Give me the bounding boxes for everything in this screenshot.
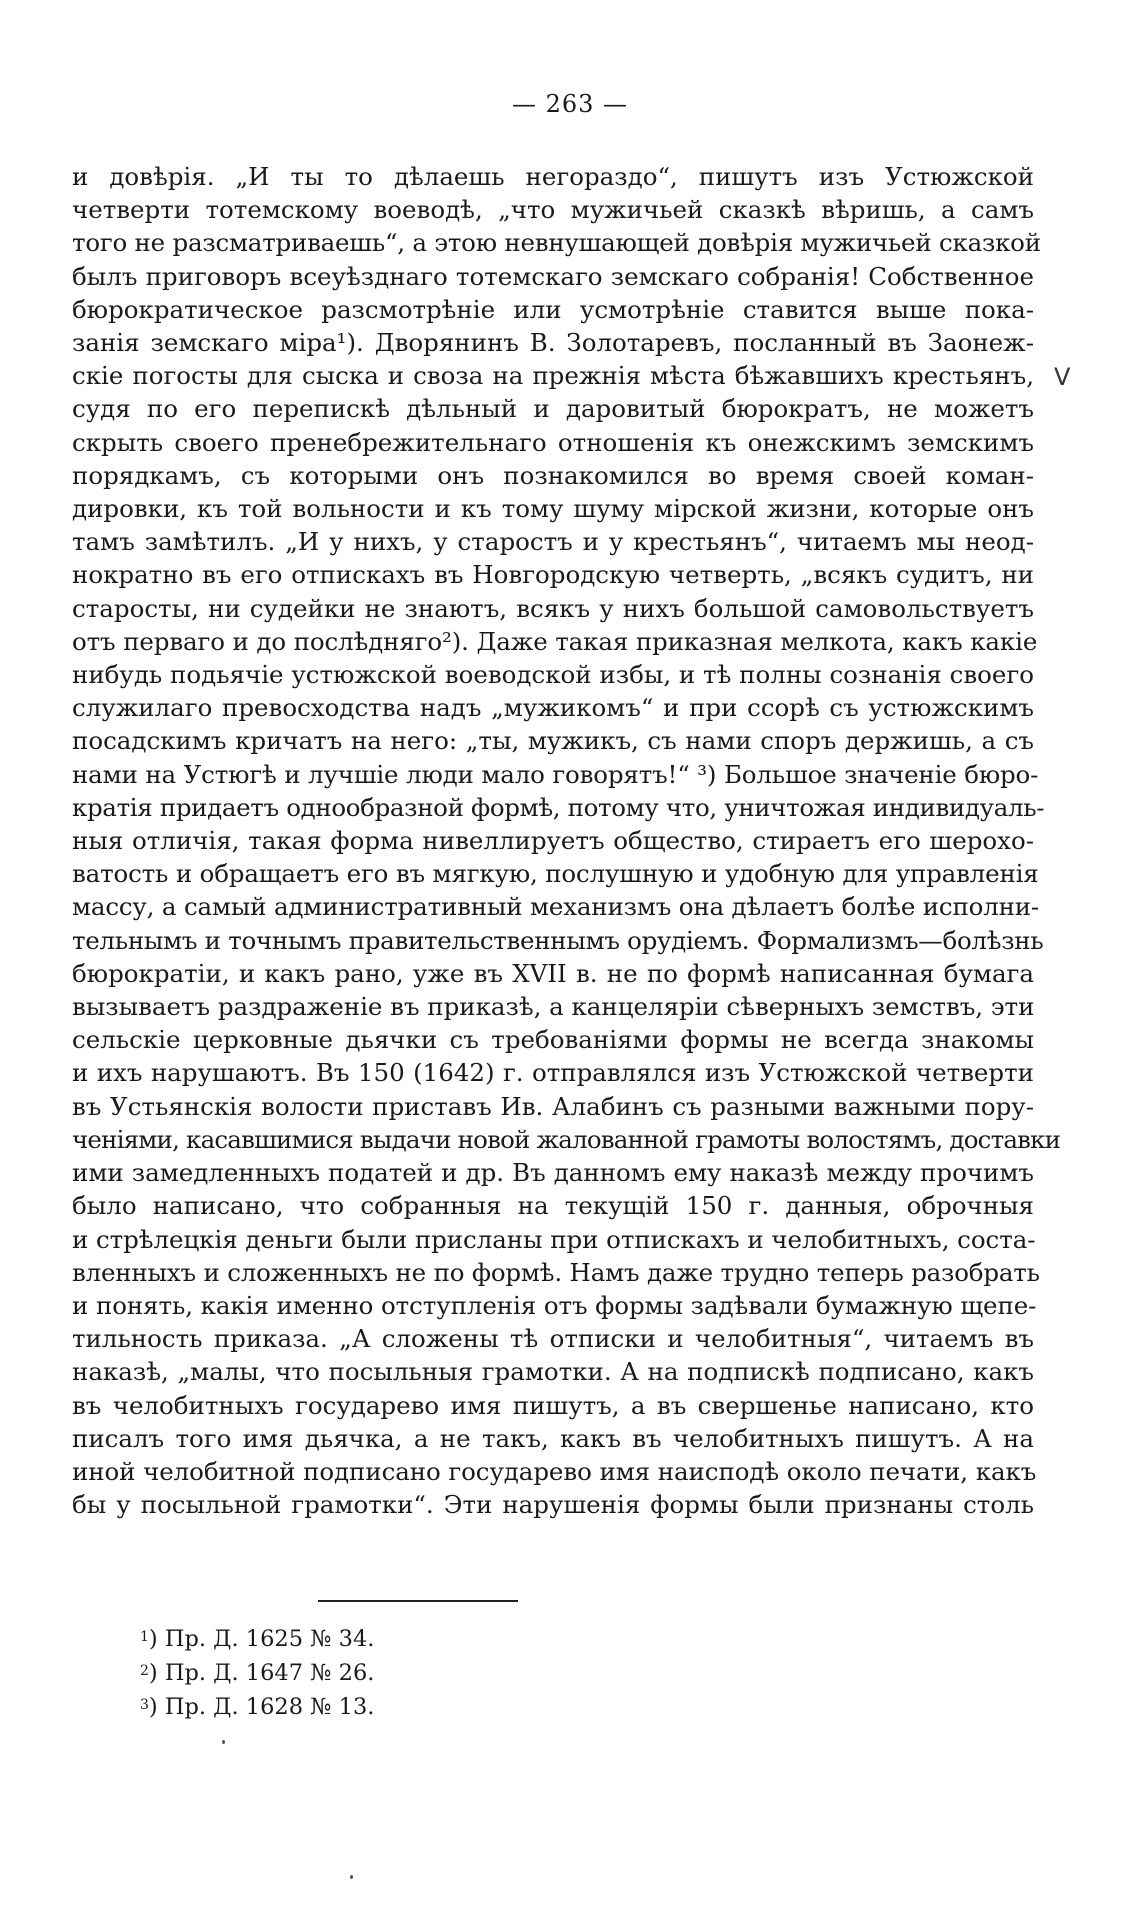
text-line: тильность приказа. „А сложены тѣ отписки и челобитныя“, читаемъ въ bbox=[72, 1324, 1034, 1354]
text-line: четверти тотемскому воеводѣ, „что мужичьей сказкѣ вѣришь, а самъ bbox=[72, 195, 1034, 225]
text-line: скрыть своего пренебрежительнаго отношенія къ онежскимъ земскимъ bbox=[72, 427, 1034, 457]
paper-speck bbox=[222, 1740, 225, 1744]
text-line: порядкамъ, съ которыми онъ познакомился во время своей коман- bbox=[72, 460, 1034, 490]
text-line: массу, а самый административный механизмъ она дѣлаетъ болѣе исполни- bbox=[72, 892, 1040, 922]
text-line: ими замедленныхъ податей и др. Въ данномъ ему наказѣ между прочимъ bbox=[72, 1158, 1034, 1188]
text-line: тельнымъ и точнымъ правительственнымъ орудіемъ. Формализмъ—болѣзнь bbox=[72, 925, 1044, 955]
footnote bbox=[140, 1622, 640, 1656]
text-line: и довѣрія. „И ты то дѣлаешь негораздо“, пишутъ изъ Устюжской bbox=[72, 162, 1034, 191]
text-line: нами на Устюгѣ и лучшіе люди мало говорятъ!“ ³) Большое значеніе бюро- bbox=[72, 759, 1039, 789]
text-line: ченіями, касавшимися выдачи новой жалованной грамоты волостямъ, доставки bbox=[72, 1124, 1061, 1154]
footnote-rule bbox=[318, 1600, 518, 1602]
text-line: занія земскаго міра¹). Дворянинъ В. Золотаревъ, посланный въ Заонеж- bbox=[72, 328, 1034, 358]
text-line: въ челобитныхъ государево имя пишутъ, а въ свершенье написано, кто bbox=[72, 1390, 1034, 1420]
text-line: сельскіе церковные дьячки съ требованіями формы не всегда знакомы bbox=[72, 1025, 1034, 1055]
footnote bbox=[140, 1656, 640, 1690]
text-line: отъ перваго и до послѣдняго²). Даже такая приказная мелкота, какъ какіе bbox=[72, 626, 1038, 656]
footnote-text: ) Пр. Д. 1625 № 34. bbox=[148, 1626, 375, 1652]
text-line: судя по его перепискѣ дѣльный и даровитый бюрократъ, не можетъ bbox=[72, 394, 1034, 424]
text-line: нибудь подьячіе устюжской воеводской избы, и тѣ полны сознанія своего bbox=[72, 660, 1034, 690]
text-line: наказѣ, „малы, что посыльныя грамотки. А на подпискѣ подписано, какъ bbox=[72, 1357, 1034, 1387]
footnotes bbox=[140, 1622, 640, 1724]
footnote-mark: 1 bbox=[140, 1629, 149, 1645]
text-line: бы у посыльной грамотки“. Эти нарушенія формы были признаны столь bbox=[72, 1490, 1034, 1520]
text-line: тамъ замѣтилъ. „И у нихъ, у старостъ и у крестьянъ“, читаемъ мы неод- bbox=[72, 527, 1034, 557]
text-line: бюрократическое разсмотрѣніе или усмотрѣніе ставится выше пока- bbox=[72, 294, 1034, 324]
body-text bbox=[72, 160, 1061, 1521]
footnote-text: ) Пр. Д. 1647 № 26. bbox=[148, 1660, 375, 1686]
text-line: писалъ того имя дьячка, а не такъ, какъ въ челобитныхъ пишутъ. А на bbox=[72, 1423, 1034, 1453]
page-number: — 263 — bbox=[511, 90, 629, 118]
text-line: въ Устьянскія волости приставъ Ив. Алабинъ съ разными важными пору- bbox=[72, 1091, 1034, 1121]
paper-speck bbox=[350, 1875, 353, 1879]
text-line: вленныхъ и сложенныхъ не по формѣ. Намъ даже трудно теперь разобрать bbox=[72, 1257, 1040, 1287]
footnote-mark: 2 bbox=[140, 1663, 149, 1679]
text-line: и понять, какія именно отступленія отъ формы задѣвали бумажную щепе- bbox=[72, 1290, 1037, 1320]
text-line: дировки, къ той вольности и къ тому шуму мірской жизни, которые онъ bbox=[72, 494, 1034, 524]
text-line: посадскимъ кричатъ на него: „ты, мужикъ, съ нами споръ держишь, а съ bbox=[72, 726, 1034, 756]
text-line: кратія придаетъ однообразной формѣ, потому что, уничтожая индивидуаль- bbox=[72, 792, 1045, 822]
text-line: нократно въ его отпискахъ въ Новгородскую четверть, „всякъ судитъ, ни bbox=[72, 560, 1034, 590]
text-line: того не разсматриваешь“, а этою невнушающей довѣрія мужичьей сказкой bbox=[72, 228, 1041, 258]
text-line: скіе погосты для сыска и своза на прежнія мѣста бѣжавшихъ крестьянъ, bbox=[72, 361, 1034, 391]
text-line: старосты, ни судейки не знаютъ, всякъ у нихъ большой самовольствуетъ bbox=[72, 593, 1034, 623]
text-line: и ихъ нарушаютъ. Въ 150 (1642) г. отправлялся изъ Устюжской четверти bbox=[72, 1058, 1034, 1088]
margin-mark: V bbox=[1054, 363, 1071, 391]
text-line: вызываетъ раздраженіе въ приказѣ, а канцеляріи сѣверныхъ земствъ, эти bbox=[72, 992, 1035, 1022]
text-line: былъ приговоръ всеуѣзднаго тотемскаго земскаго собранія! Собственное bbox=[72, 261, 1034, 291]
text-line: бюрократіи, и какъ рано, уже въ XVII в. не по формѣ написанная бумага bbox=[72, 958, 1034, 988]
text-line: служилаго превосходства надъ „мужикомъ“ и при ссорѣ съ устюжскимъ bbox=[72, 693, 1034, 723]
text-line: ныя отличія, такая форма нивеллируетъ общество, стираетъ его шерохо- bbox=[72, 826, 1034, 856]
footnote-mark: 3 bbox=[140, 1697, 149, 1713]
text-line: иной челобитной подписано государево имя наисподѣ около печати, какъ bbox=[72, 1456, 1037, 1486]
text-line: ватость и обращаетъ его въ мягкую, послушную и удобную для управленія bbox=[72, 859, 1039, 889]
text-line: и стрѣлецкія деньги были присланы при отпискахъ и челобитныхъ, соста- bbox=[72, 1224, 1036, 1254]
footnote bbox=[140, 1690, 640, 1724]
footnote-text: ) Пр. Д. 1628 № 13. bbox=[148, 1694, 375, 1720]
text-line: было написано, что собранныя на текущій 150 г. данныя, оброчныя bbox=[72, 1191, 1034, 1221]
